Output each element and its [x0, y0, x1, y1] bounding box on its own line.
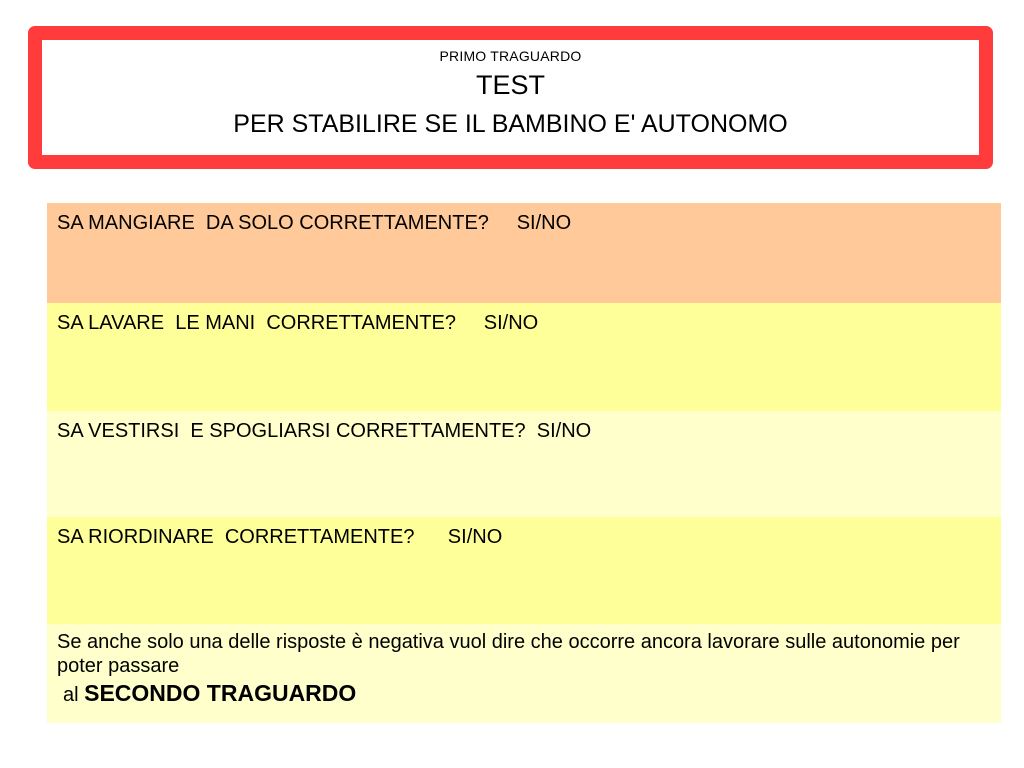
- question-row: SA LAVARE LE MANI CORRETTAMENTE? SI/NO: [47, 303, 1001, 411]
- question-row: SA VESTIRSI E SPOGLIARSI CORRETTAMENTE? SI/NO: [47, 411, 1001, 517]
- note-text: Se anche solo una delle risposte è negativa vuol dire che occorre ancora lavorare sulle autonomie per poter passare: [57, 631, 960, 677]
- note-bold: SECONDO TRAGUARDO: [84, 680, 357, 706]
- question-row: SA RIORDINARE CORRETTAMENTE? SI/NO: [47, 517, 1001, 624]
- heading: PER STABILIRE SE IL BAMBINO E' AUTONOMO: [233, 110, 788, 138]
- note-row: [47, 624, 1001, 723]
- questions-table: [47, 203, 1001, 723]
- question-row: SA MANGIARE DA SOLO CORRETTAMENTE? SI/NO: [47, 203, 1001, 303]
- note-prefix: al: [63, 684, 85, 706]
- subtitle: PRIMO TRAGUARDO: [439, 48, 582, 64]
- title-panel: [42, 40, 979, 155]
- title-frame: [28, 26, 993, 169]
- title: TEST: [475, 70, 545, 100]
- note-conclusion: [57, 681, 991, 707]
